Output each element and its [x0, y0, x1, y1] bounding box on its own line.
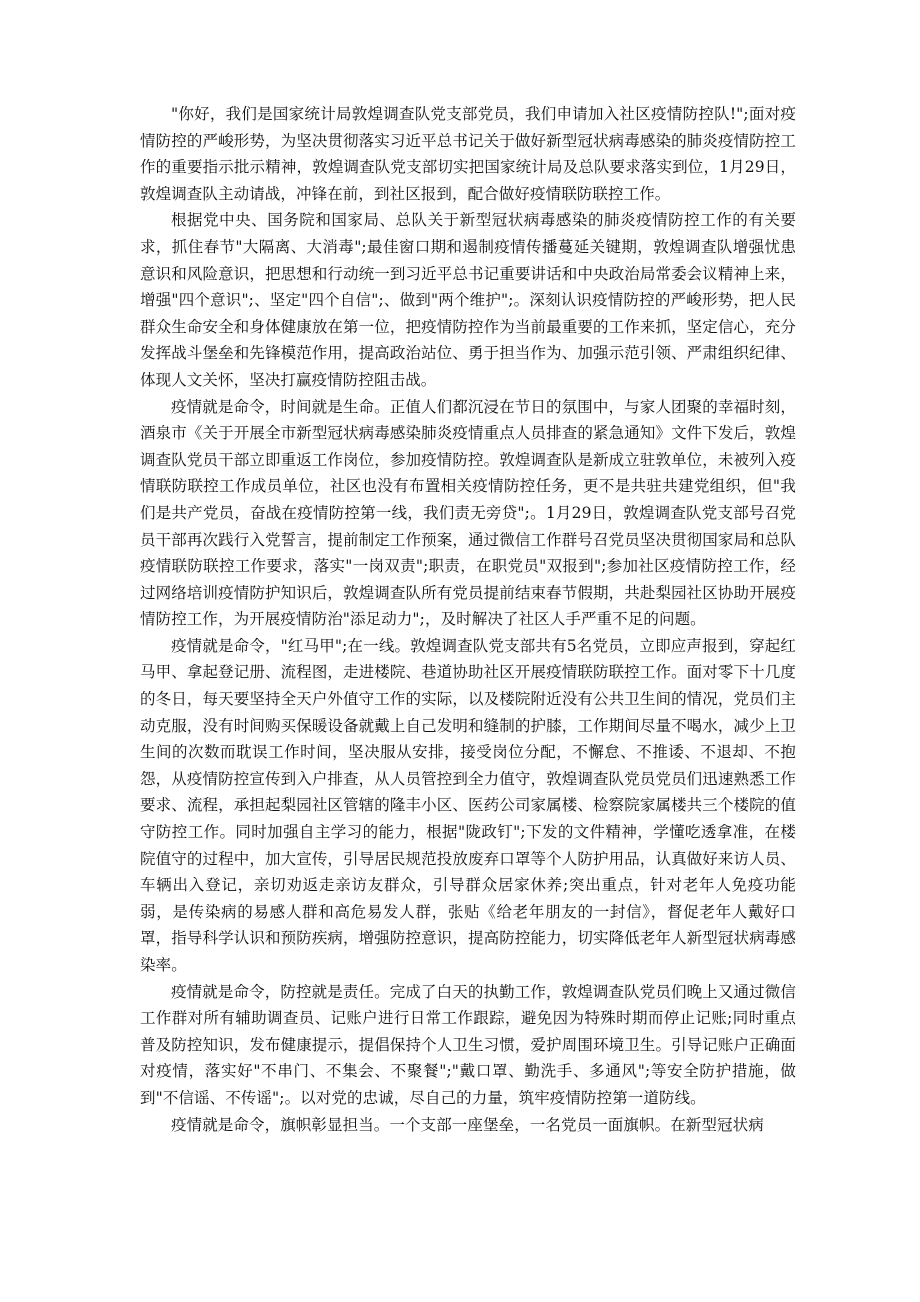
paragraph-intro: "你好，我们是国家统计局敦煌调查队党支部党员，我们申请加入社区疫情防控队!";面对疫情防控的严峻形势，为坚决贯彻落实习近平总书记关于做好新型冠状病毒感染的肺炎疫情防控工作的重要指示批示精神，敦煌调查队党支部切实把国家统计局及总队要求落实到位，1月29日，敦煌调查队主动请战，冲锋在前，到社区报到，配合做好疫情联防联控工作。: [140, 105, 796, 203]
paragraph-responsibility: 疫情就是命令，防控就是责任。完成了白天的执勤工作，敦煌调查队党员们晚上又通过微信工作群对所有辅助调查员、记账户进行日常工作跟踪，避免因为特殊时期而停止记账;同时重点普及防控知识，发布健康提示，提倡保持个人卫生习惯，爱护周围环境卫生。引导记账户正确面对疫情，落实好"不串门、不集会、不聚餐";"戴口罩、勤洗手、多通风";等安全防护措施，做到"不信谣、不传谣";。以对党的忠诚，尽自己的力量，筑牢疫情防控第一道防线。: [140, 982, 796, 1107]
document-body: [140, 101, 796, 1138]
paragraph-time-is-life: 疫情就是命令，时间就是生命。正值人们都沉浸在节日的氛围中，与家人团聚的幸福时刻，酒泉市《关于开展全市新型冠状病毒感染肺炎疫情重点人员排查的紧急通知》文件下发后，敦煌调查队党员干部立即重返工作岗位，参加疫情防控。敦煌调查队是新成立驻敦单位，未被列入疫情联防联控工作成员单位，社区也没有布置相关疫情防控任务，更不是共驻共建党组织，但"我们是共产党员，奋战在疫情防控第一线，我们责无旁贷";。1月29日，敦煌调查队党支部号召党员干部再次践行入党誓言，提前制定工作预案，通过微信工作群号召党员坚决贯彻国家局和总队疫情联防联控工作要求，落实"一岗双责";职责，在职党员"双报到";参加社区疫情防控工作，经过网络培训疫情防护知识后，敦煌调查队所有党员提前结束春节假期，共赴梨园社区协助开展疫情防控工作，为开展疫情防治"添足动力";，及时解决了社区人手严重不足的问题。: [140, 397, 796, 629]
paragraph-requirements: 根据党中央、国务院和国家局、总队关于新型冠状病毒感染的肺炎疫情防控工作的有关要求，抓住春节"大隔离、大消毒";最佳窗口期和遏制疫情传播蔓延关键期，敦煌调查队增强忧患意识和风险意识，把思想和行动统一到习近平总书记重要讲话和中央政治局常委会议精神上来，增强"四个意识";、坚定"四个自信";、做到"两个维护";。深刻认识疫情防控的严峻形势，把人民群众生命安全和身体健康放在第一位，把疫情防控作为当前最重要的工作来抓，坚定信心，充分发挥战斗堡垒和先锋模范作用，提高政治站位、勇于担当作为、加强示范引领、严肃组织纪律、体现人文关怀，坚决打赢疫情防控阻击战。: [140, 211, 796, 389]
paragraph-flag: 疫情就是命令，旗帜彰显担当。一个支部一座堡垒，一名党员一面旗帜。在新型冠状病: [171, 1115, 764, 1134]
paragraph-red-vest: 疫情就是命令，"红马甲";在一线。敦煌调查队党支部共有5名党员，立即应声报到，穿起红马甲、拿起登记册、流程图，走进楼院、巷道协助社区开展疫情联防联控工作。面对零下十几度的冬日，每天要坚持全天户外值守工作的实际，以及楼院附近没有公共卫生间的情况，党员们主动克服，没有时间购买保暖设备就戴上自己发明和缝制的护膝，工作期间尽量不喝水，减少上卫生间的次数而耽误工作时间，坚决服从安排，接受岗位分配，不懈怠、不推诿、不退却、不抱怨，从疫情防控宣传到入户排查，从人员管控到全力值守，敦煌调查队党员党员们迅速熟悉工作要求、流程，承担起梨园社区管辖的隆丰小区、医药公司家属楼、检察院家属楼共三个楼院的值守防控工作。同时加强自主学习的能力，根据"陇政钉";下发的文件精神，学懂吃透拿准，在楼院值守的过程中，加大宣传，引导居民规范投放废弃口罩等个人防护用品，认真做好来访人员、车辆出入登记，亲切劝返走亲访友群众，引导群众居家休养;突出重点，针对老年人免疫功能弱，是传染病的易感人群和高危易发人群，张贴《给老年朋友的一封信》，督促老年人戴好口罩，指导科学认识和预防疾病，增强防控意识，提高防控能力，切实降低老年人新型冠状病毒感染率。: [140, 636, 796, 974]
